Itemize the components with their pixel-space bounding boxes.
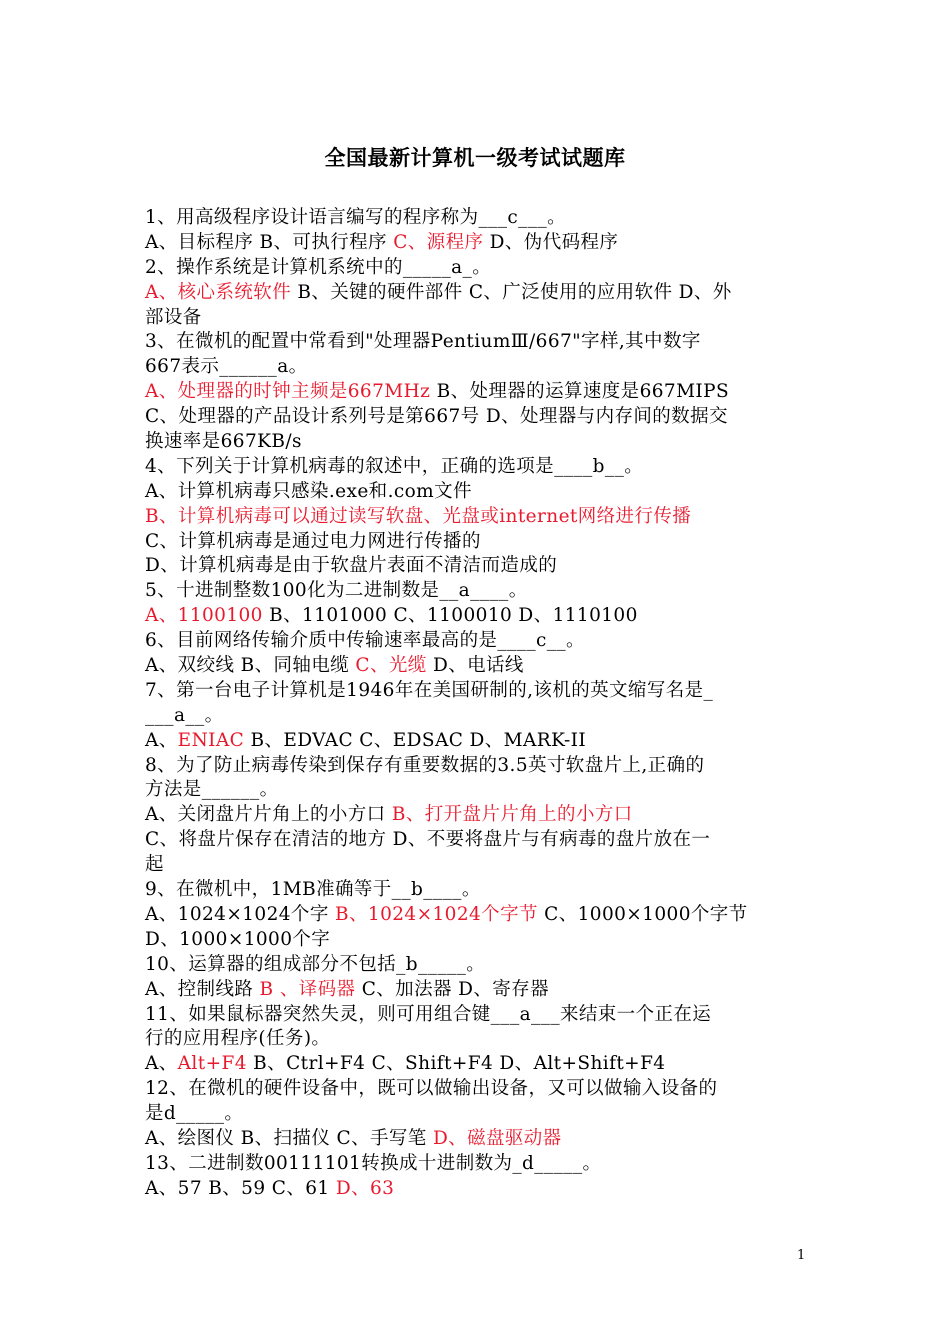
text-line bbox=[145, 903, 813, 928]
line-text: C、将盘片保存在清洁的地方 D、不要将盘片与有病毒的盘片放在一 bbox=[145, 829, 711, 851]
line-text: A、 bbox=[145, 729, 178, 751]
line-text: B、关键的硬件部件 C、广泛使用的应用软件 D、外 bbox=[291, 281, 732, 303]
text-line bbox=[145, 554, 813, 579]
answer-text: C、光缆 bbox=[355, 655, 427, 677]
line-text: 部设备 bbox=[145, 306, 202, 328]
line-text: C、计算机病毒是通过电力网进行传播的 bbox=[145, 530, 481, 552]
line-text: 11、如果鼠标器突然失灵，则可用组合键___a___来结束一个正在运 bbox=[145, 1003, 712, 1025]
line-text: D、计算机病毒是由于软盘片表面不清洁而造成的 bbox=[145, 555, 558, 577]
text-line bbox=[145, 480, 813, 505]
text-line bbox=[145, 654, 813, 679]
answer-text: B、打开盘片片角上的小方口 bbox=[391, 804, 633, 826]
text-line bbox=[145, 828, 813, 853]
text-line bbox=[145, 629, 813, 654]
line-text: 行的应用程序(任务)。 bbox=[145, 1028, 331, 1050]
question-list bbox=[145, 206, 813, 1202]
line-text: D、1000×1000个字 bbox=[145, 928, 331, 950]
answer-text: B、计算机病毒可以通过读写软盘、光盘或internet网络进行传播 bbox=[145, 505, 692, 527]
text-line bbox=[145, 455, 813, 480]
answer-text: D、63 bbox=[335, 1177, 395, 1199]
text-line bbox=[145, 530, 813, 555]
text-line bbox=[145, 306, 813, 331]
line-text: 9、在微机中，1MB准确等于__b____。 bbox=[145, 879, 481, 901]
text-line bbox=[145, 505, 813, 530]
line-text: 7、第一台电子计算机是1946年在美国研制的,该机的英文缩写名是_ bbox=[145, 679, 714, 701]
answer-text: D、磁盘驱动器 bbox=[432, 1127, 562, 1149]
line-text: 3、在微机的配置中常看到"处理器PentiumⅢ/667"字样,其中数字 bbox=[145, 331, 701, 353]
text-line bbox=[145, 281, 813, 306]
page-title: 全国最新计算机一级考试试题库 bbox=[324, 146, 626, 170]
line-text: 667表示______a。 bbox=[145, 356, 308, 378]
text-line bbox=[145, 978, 813, 1003]
text-line bbox=[145, 430, 813, 455]
line-text: B、EDVAC C、EDSAC D、MARK-II bbox=[244, 729, 587, 751]
line-text: 1、用高级程序设计语言编写的程序称为___c___。 bbox=[145, 207, 567, 228]
answer-text: ENIAC bbox=[177, 729, 245, 751]
line-text: 2、操作系统是计算机系统中的_____a_。 bbox=[145, 256, 492, 278]
line-text: 起 bbox=[145, 854, 164, 876]
line-text: 是d_____。 bbox=[145, 1103, 244, 1125]
text-line bbox=[145, 579, 813, 604]
text-line bbox=[145, 1052, 813, 1077]
text-line bbox=[145, 729, 813, 754]
line-text: A、绘图仪 B、扫描仪 C、手写笔 bbox=[145, 1127, 433, 1149]
text-line bbox=[145, 928, 813, 953]
text-line bbox=[145, 1003, 813, 1028]
text-line bbox=[145, 953, 813, 978]
line-text: 6、目前网络传输介质中传输速率最高的是____c__。 bbox=[145, 630, 585, 652]
line-text: 13、二进制数00111101转换成十进制数为_d_____。 bbox=[145, 1152, 602, 1174]
text-line bbox=[145, 1152, 813, 1177]
text-line bbox=[145, 679, 813, 704]
text-line bbox=[145, 1102, 813, 1127]
line-text: 换速率是667KB/s bbox=[145, 431, 302, 453]
text-line bbox=[145, 803, 813, 828]
line-text: A、控制线路 bbox=[145, 978, 260, 1000]
text-line bbox=[145, 206, 813, 231]
answer-text: A、核心系统软件 bbox=[145, 281, 292, 303]
answer-text: C、源程序 bbox=[393, 231, 484, 253]
text-line bbox=[145, 1027, 813, 1052]
answer-text: A、1100100 bbox=[145, 605, 263, 627]
line-text: C、处理器的产品设计系列号是第667号 D、处理器与内存间的数据交 bbox=[145, 406, 728, 428]
text-line bbox=[145, 604, 813, 629]
line-text: A、57 B、59 C、61 bbox=[145, 1177, 336, 1199]
text-line bbox=[145, 355, 813, 380]
answer-text: A、处理器的时钟主频是667MHz bbox=[145, 381, 431, 403]
line-text: A、计算机病毒只感染.exe和.com文件 bbox=[145, 480, 472, 502]
text-line bbox=[145, 330, 813, 355]
line-text: ___a__。 bbox=[145, 704, 224, 726]
text-line bbox=[145, 853, 813, 878]
line-text: C、1000×1000个字节 bbox=[537, 903, 748, 925]
line-text: 10、运算器的组成部分不包括_b_____。 bbox=[145, 953, 486, 975]
line-text: A、目标程序 B、可执行程序 bbox=[145, 231, 394, 253]
text-line bbox=[145, 405, 813, 430]
answer-text: Alt+F4 bbox=[177, 1053, 247, 1075]
answer-text: B 、译码器 bbox=[259, 978, 356, 1000]
line-text: D、伪代码程序 bbox=[483, 231, 619, 253]
line-text: A、双绞线 B、同轴电缆 bbox=[145, 655, 356, 677]
line-text: A、 bbox=[145, 1053, 178, 1075]
line-text: A、1024×1024个字 bbox=[145, 903, 336, 925]
line-text: A、关闭盘片片角上的小方口 bbox=[145, 804, 392, 826]
line-text: 方法是______。 bbox=[145, 779, 279, 801]
text-line bbox=[145, 1127, 813, 1152]
answer-text: B、1024×1024个字节 bbox=[335, 903, 538, 925]
text-line bbox=[145, 754, 813, 779]
line-text: B、1101000 C、1100010 D、1110100 bbox=[262, 605, 638, 627]
line-text: D、电话线 bbox=[426, 655, 524, 677]
text-line bbox=[145, 380, 813, 405]
text-line bbox=[145, 1077, 813, 1102]
line-text: 8、为了防止病毒传染到保存有重要数据的3.5英寸软盘片上,正确的 bbox=[145, 754, 705, 776]
line-text: C、加法器 D、寄存器 bbox=[355, 978, 549, 1000]
line-text: B、处理器的运算速度是667MIPS bbox=[430, 381, 730, 403]
text-line bbox=[145, 1177, 813, 1202]
line-text: 4、下列关于计算机病毒的叙述中，正确的选项是____b__。 bbox=[145, 455, 644, 477]
page-number: 1 bbox=[797, 1248, 806, 1263]
text-line bbox=[145, 256, 813, 281]
text-line bbox=[145, 878, 813, 903]
line-text: 12、在微机的硬件设备中，既可以做输出设备，又可以做输入设备的 bbox=[145, 1078, 718, 1100]
text-line bbox=[145, 778, 813, 803]
text-line bbox=[145, 704, 813, 729]
text-line bbox=[145, 231, 813, 256]
line-text: 5、十进制整数100化为二进制数是__a____。 bbox=[145, 580, 528, 602]
line-text: B、Ctrl+F4 C、Shift+F4 D、Alt+Shift+F4 bbox=[246, 1053, 666, 1075]
